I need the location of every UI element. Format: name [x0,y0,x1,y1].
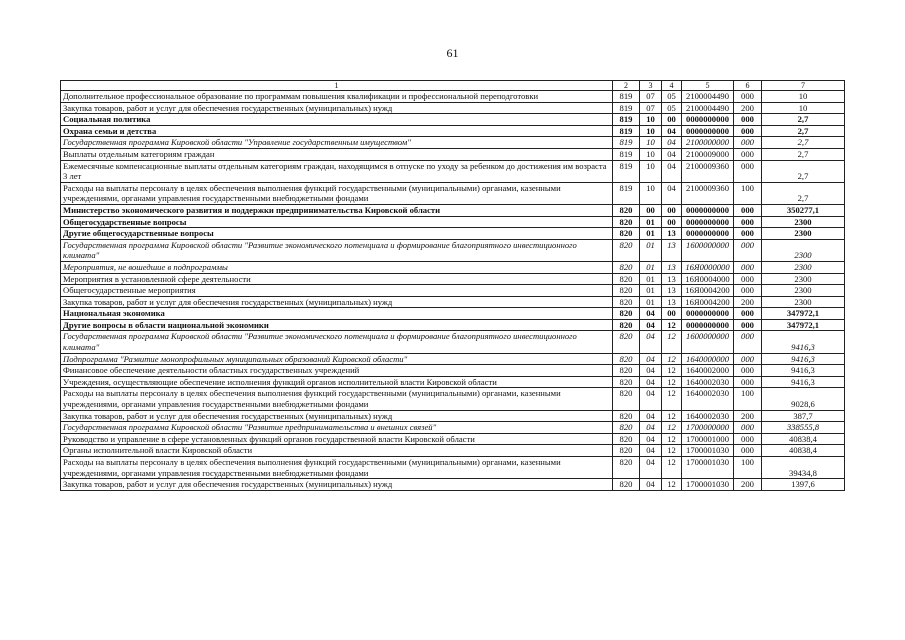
expense-type-cell: 000 [734,91,762,103]
amount-cell: 1397,6 [762,479,845,491]
column-header: 5 [682,81,734,91]
table-row [61,376,845,388]
target-article-cell: 16Я0000000 [682,261,734,273]
amount-cell: 9416,3 [762,353,845,365]
row-name-cell: Учреждения, осуществляющие обеспечение исполнения функций органов исполнительной власти Кировской области [61,376,613,388]
expense-type-cell: 000 [734,239,762,261]
expense-type-cell: 000 [734,204,762,216]
section-code-cell: 01 [640,239,662,261]
row-name-cell: Подпрограмма "Развитие монопрофильных муниципальных образований Кировской области" [61,353,613,365]
ministry-code-cell: 820 [613,365,640,377]
target-article-cell: 2100004490 [682,91,734,103]
subsection-code-cell: 05 [662,91,682,103]
expense-type-cell: 000 [734,114,762,126]
amount-cell: 40838,4 [762,433,845,445]
ministry-code-cell: 820 [613,422,640,434]
ministry-code-cell: 820 [613,479,640,491]
target-article-cell: 1600000000 [682,239,734,261]
amount-cell: 338555,8 [762,422,845,434]
subsection-code-cell: 13 [662,285,682,297]
subsection-code-cell: 00 [662,114,682,126]
subsection-code-cell: 05 [662,102,682,114]
expense-type-cell: 000 [734,353,762,365]
target-article-cell: 1700001030 [682,479,734,491]
ministry-code-cell: 820 [613,353,640,365]
section-code-cell: 04 [640,319,662,331]
target-article-cell: 1640002030 [682,388,734,410]
section-code-cell: 01 [640,296,662,308]
section-code-cell: 01 [640,273,662,285]
subsection-code-cell: 04 [662,182,682,204]
amount-cell: 2,7 [762,160,845,182]
amount-cell: 2,7 [762,114,845,126]
amount-cell: 347972,1 [762,319,845,331]
page-number: 61 [446,46,459,60]
subsection-code-cell: 12 [662,479,682,491]
row-name-cell: Выплаты отдельным категориям граждан [61,148,613,160]
expense-type-cell: 000 [734,422,762,434]
row-name-cell: Охрана семьи и детства [61,125,613,137]
ministry-code-cell: 819 [613,137,640,149]
subsection-code-cell: 00 [662,204,682,216]
subsection-code-cell: 12 [662,410,682,422]
row-name-cell: Министерство экономического развития и поддержки предпринимательства Кировской области [61,204,613,216]
expense-type-cell: 000 [734,148,762,160]
target-article-cell: 16Я0004200 [682,296,734,308]
amount-cell: 2300 [762,296,845,308]
target-article-cell: 0000000000 [682,216,734,228]
expense-type-cell: 000 [734,445,762,457]
amount-cell: 2300 [762,273,845,285]
amount-cell: 2,7 [762,182,845,204]
table-row [61,102,845,114]
ministry-code-cell: 820 [613,261,640,273]
row-name-cell: Ежемесячные компенсационные выплаты отдельным категориям граждан, находящимся в отпуске по уходу за ребенком до достижения им возраста 3 лет [61,160,613,182]
ministry-code-cell: 820 [613,308,640,320]
table-row [61,125,845,137]
budget-table-container [60,80,844,491]
row-name-cell: Закупка товаров, работ и услуг для обеспечения государственных (муниципальных) нужд [61,102,613,114]
expense-type-cell: 000 [734,137,762,149]
subsection-code-cell: 12 [662,433,682,445]
amount-cell: 347972,1 [762,308,845,320]
table-row [61,433,845,445]
target-article-cell: 2100009360 [682,160,734,182]
target-article-cell: 0000000000 [682,125,734,137]
subsection-code-cell: 12 [662,331,682,353]
expense-type-cell: 000 [734,433,762,445]
ministry-code-cell: 820 [613,388,640,410]
section-code-cell: 04 [640,479,662,491]
section-code-cell: 04 [640,376,662,388]
section-code-cell: 04 [640,422,662,434]
ministry-code-cell: 820 [613,445,640,457]
subsection-code-cell: 04 [662,148,682,160]
row-name-cell: Расходы на выплаты персоналу в целях обеспечения выполнения функций государственными (муниципальными) органами, казенными учреждениями, органами управления государственными внебюджетными фондами [61,388,613,410]
subsection-code-cell: 12 [662,445,682,457]
expense-type-cell: 100 [734,457,762,479]
target-article-cell: 1640002030 [682,376,734,388]
table-row [61,216,845,228]
amount-cell: 39434,8 [762,457,845,479]
subsection-code-cell: 04 [662,160,682,182]
table-row [61,91,845,103]
amount-cell: 9028,6 [762,388,845,410]
table-row [61,261,845,273]
ministry-code-cell: 820 [613,410,640,422]
row-name-cell: Расходы на выплаты персоналу в целях обеспечения выполнения функций государственными (муниципальными) органами, казенными учреждениями, органами управления государственными внебюджетными фондами [61,182,613,204]
table-row [61,285,845,297]
expense-type-cell: 200 [734,479,762,491]
ministry-code-cell: 820 [613,273,640,285]
row-name-cell: Органы исполнительной власти Кировской области [61,445,613,457]
section-code-cell: 04 [640,410,662,422]
target-article-cell: 0000000000 [682,319,734,331]
amount-cell: 2300 [762,228,845,240]
ministry-code-cell: 820 [613,239,640,261]
table-row [61,160,845,182]
subsection-code-cell: 04 [662,125,682,137]
target-article-cell: 0000000000 [682,114,734,126]
table-header-row [61,81,845,91]
target-article-cell: 1700001030 [682,457,734,479]
table-row [61,273,845,285]
amount-cell: 387,7 [762,410,845,422]
target-article-cell: 0000000000 [682,204,734,216]
row-name-cell: Государственная программа Кировской области "Развитие предпринимательства и внешних связей" [61,422,613,434]
table-row [61,445,845,457]
ministry-code-cell: 820 [613,319,640,331]
table-row [61,114,845,126]
expense-type-cell: 200 [734,102,762,114]
target-article-cell: 1600000000 [682,331,734,353]
row-name-cell: Финансовое обеспечение деятельности областных государственных учреждений [61,365,613,377]
subsection-code-cell: 04 [662,137,682,149]
table-row [61,308,845,320]
ministry-code-cell: 819 [613,125,640,137]
amount-cell: 9416,3 [762,365,845,377]
ministry-code-cell: 819 [613,102,640,114]
row-name-cell: Государственная программа Кировской области "Развитие экономического потенциала и формирование благоприятного инвестиционного климата" [61,331,613,353]
row-name-cell: Социальная политика [61,114,613,126]
target-article-cell: 0000000000 [682,228,734,240]
ministry-code-cell: 819 [613,160,640,182]
table-row [61,137,845,149]
amount-cell: 9416,3 [762,376,845,388]
amount-cell: 2,7 [762,137,845,149]
section-code-cell: 01 [640,285,662,297]
ministry-code-cell: 820 [613,331,640,353]
amount-cell: 2300 [762,239,845,261]
expense-type-cell: 000 [734,308,762,320]
section-code-cell: 04 [640,433,662,445]
expense-type-cell: 200 [734,296,762,308]
section-code-cell: 04 [640,308,662,320]
expense-type-cell: 000 [734,365,762,377]
section-code-cell: 01 [640,216,662,228]
target-article-cell: 1700000000 [682,422,734,434]
subsection-code-cell: 00 [662,216,682,228]
section-code-cell: 04 [640,457,662,479]
column-header: 1 [61,81,613,91]
expense-type-cell: 100 [734,388,762,410]
amount-cell: 10 [762,102,845,114]
row-name-cell: Руководство и управление в сфере установленных функций органов государственной власти Кировской области [61,433,613,445]
table-row [61,353,845,365]
expense-type-cell: 000 [734,331,762,353]
section-code-cell: 10 [640,125,662,137]
section-code-cell: 10 [640,160,662,182]
expense-type-cell: 000 [734,228,762,240]
subsection-code-cell: 12 [662,376,682,388]
column-header: 2 [613,81,640,91]
ministry-code-cell: 819 [613,114,640,126]
section-code-cell: 00 [640,204,662,216]
amount-cell: 40838,4 [762,445,845,457]
target-article-cell: 1640002030 [682,410,734,422]
target-article-cell: 1640002000 [682,365,734,377]
target-article-cell: 2100000000 [682,137,734,149]
target-article-cell: 0000000000 [682,308,734,320]
table-row [61,479,845,491]
table-body [61,91,845,491]
subsection-code-cell: 13 [662,239,682,261]
section-code-cell: 10 [640,148,662,160]
row-name-cell: Закупка товаров, работ и услуг для обеспечения государственных (муниципальных) нужд [61,410,613,422]
amount-cell: 2300 [762,285,845,297]
section-code-cell: 04 [640,353,662,365]
table-row [61,228,845,240]
target-article-cell: 2100009360 [682,182,734,204]
expense-type-cell: 000 [734,285,762,297]
table-row [61,365,845,377]
ministry-code-cell: 820 [613,457,640,479]
target-article-cell: 2100004490 [682,102,734,114]
target-article-cell: 16Я0004200 [682,285,734,297]
amount-cell: 10 [762,91,845,103]
amount-cell: 2,7 [762,125,845,137]
table-row [61,388,845,410]
row-name-cell: Закупка товаров, работ и услуг для обеспечения государственных (муниципальных) нужд [61,479,613,491]
ministry-code-cell: 820 [613,216,640,228]
table-row [61,239,845,261]
section-code-cell: 01 [640,261,662,273]
budget-table [60,80,845,491]
row-name-cell: Общегосударственные мероприятия [61,285,613,297]
section-code-cell: 04 [640,331,662,353]
column-header: 4 [662,81,682,91]
row-name-cell: Мероприятия в установленной сфере деятельности [61,273,613,285]
expense-type-cell: 000 [734,376,762,388]
subsection-code-cell: 13 [662,228,682,240]
target-article-cell: 1640000000 [682,353,734,365]
table-row [61,422,845,434]
table-row [61,319,845,331]
section-code-cell: 07 [640,102,662,114]
row-name-cell: Общегосударственные вопросы [61,216,613,228]
ministry-code-cell: 819 [613,148,640,160]
section-code-cell: 04 [640,365,662,377]
subsection-code-cell: 12 [662,319,682,331]
ministry-code-cell: 820 [613,285,640,297]
table-row [61,148,845,160]
amount-cell: 2300 [762,216,845,228]
ministry-code-cell: 820 [613,433,640,445]
row-name-cell: Мероприятия, не вошедшие в подпрограммы [61,261,613,273]
target-article-cell: 1700001000 [682,433,734,445]
subsection-code-cell: 12 [662,365,682,377]
ministry-code-cell: 820 [613,228,640,240]
section-code-cell: 01 [640,228,662,240]
subsection-code-cell: 13 [662,261,682,273]
expense-type-cell: 000 [734,125,762,137]
expense-type-cell: 000 [734,273,762,285]
column-header: 6 [734,81,762,91]
ministry-code-cell: 820 [613,376,640,388]
row-name-cell: Государственная программа Кировской области "Управление государственным имуществом" [61,137,613,149]
table-row [61,204,845,216]
target-article-cell: 2100009000 [682,148,734,160]
column-header: 7 [762,81,845,91]
row-name-cell: Дополнительное профессиональное образование по программам повышения квалификации и профессиональной переподготовки [61,91,613,103]
amount-cell: 350277,1 [762,204,845,216]
section-code-cell: 10 [640,137,662,149]
section-code-cell: 07 [640,91,662,103]
section-code-cell: 04 [640,445,662,457]
table-row [61,410,845,422]
ministry-code-cell: 820 [613,204,640,216]
subsection-code-cell: 13 [662,273,682,285]
section-code-cell: 10 [640,114,662,126]
expense-type-cell: 000 [734,216,762,228]
subsection-code-cell: 12 [662,422,682,434]
ministry-code-cell: 819 [613,182,640,204]
subsection-code-cell: 12 [662,353,682,365]
table-row [61,457,845,479]
expense-type-cell: 100 [734,182,762,204]
subsection-code-cell: 00 [662,308,682,320]
subsection-code-cell: 12 [662,388,682,410]
row-name-cell: Закупка товаров, работ и услуг для обеспечения государственных (муниципальных) нужд [61,296,613,308]
row-name-cell: Национальная экономика [61,308,613,320]
table-row [61,182,845,204]
ministry-code-cell: 820 [613,296,640,308]
row-name-cell: Другие общегосударственные вопросы [61,228,613,240]
amount-cell: 2300 [762,261,845,273]
row-name-cell: Расходы на выплаты персоналу в целях обеспечения выполнения функций государственными (муниципальными) органами, казенными учреждениями, органами управления государственными внебюджетными фондами [61,457,613,479]
target-article-cell: 1700001030 [682,445,734,457]
row-name-cell: Другие вопросы в области национальной экономики [61,319,613,331]
expense-type-cell: 000 [734,160,762,182]
row-name-cell: Государственная программа Кировской области "Развитие экономического потенциала и формирование благоприятного инвестиционного климата" [61,239,613,261]
subsection-code-cell: 12 [662,457,682,479]
subsection-code-cell: 13 [662,296,682,308]
table-row [61,331,845,353]
expense-type-cell: 000 [734,261,762,273]
amount-cell: 9416,3 [762,331,845,353]
section-code-cell: 04 [640,388,662,410]
target-article-cell: 16Я0004000 [682,273,734,285]
expense-type-cell: 200 [734,410,762,422]
column-header: 3 [640,81,662,91]
table-row [61,296,845,308]
ministry-code-cell: 819 [613,91,640,103]
expense-type-cell: 000 [734,319,762,331]
section-code-cell: 10 [640,182,662,204]
amount-cell: 2,7 [762,148,845,160]
